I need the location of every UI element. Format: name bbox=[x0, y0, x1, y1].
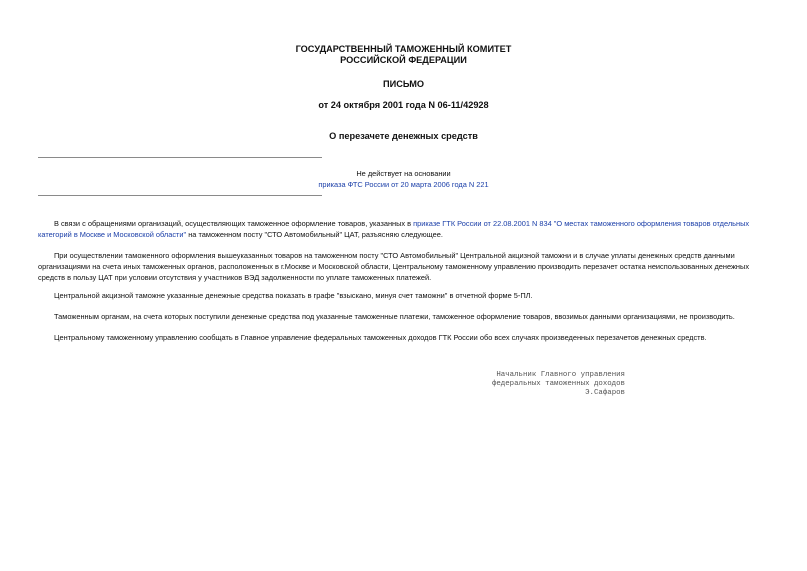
paragraph-1 bbox=[38, 218, 772, 240]
divider-top bbox=[38, 157, 322, 158]
signature-line-1: Начальник Главного управления bbox=[496, 371, 625, 379]
document-subject: О перезачете денежных средств bbox=[329, 131, 478, 141]
paragraph-2: При осуществлении таможенного оформления вышеуказанных товаров на таможенном посту "СТО Автомобильный" Центральной акцизной таможни и в случае уплаты денежных средств данными организациями на счета иных таможенных органов, расположенных в г.Москве и Московской области, Центральному таможенному управлению производить перезачет остатка неиспользованных денежных средств в пользу ЦАТ при условии отсутствия у участников ВЭД задолженности по уплате таможенных платежей. bbox=[38, 251, 750, 282]
paragraph-3: Центральной акцизной таможне указанные денежные средства показать в графе "взыскано, минуя счет таможни" в отчетной форме 5-ПЛ. bbox=[54, 291, 533, 300]
authority-line-2: РОССИЙСКОЙ ФЕДЕРАЦИИ bbox=[340, 55, 467, 65]
signature-block bbox=[420, 371, 625, 398]
issuing-authority bbox=[0, 44, 807, 66]
signature-name: Э.Сафаров bbox=[585, 389, 625, 397]
paragraph-1-text-start: В связи с обращениями организаций, осуществляющих таможенное оформление товаров, указанных в bbox=[54, 219, 414, 228]
paragraph-5: Центральному таможенному управлению сообщать в Главное управление федеральных таможенных доходов ГТК России обо всех случаях произведенных перезачетов денежных средств. bbox=[54, 333, 707, 342]
status-note bbox=[0, 168, 807, 190]
divider-bottom bbox=[38, 195, 322, 196]
document-date-number: от 24 октября 2001 года N 06-11/42928 bbox=[318, 100, 489, 110]
paragraph-4: Таможенным органам, на счета которых поступили денежные средства под указанные таможенные платежи, таможенное оформление товаров, ввозимых данными организациями, не производить. bbox=[54, 312, 735, 321]
signature-line-2: федеральных таможенных доходов bbox=[491, 380, 625, 388]
status-text: Не действует на основании bbox=[356, 169, 451, 178]
document-type: ПИСЬМО bbox=[382, 79, 425, 89]
authority-line-1: ГОСУДАРСТВЕННЫЙ ТАМОЖЕННЫЙ КОМИТЕТ bbox=[295, 44, 512, 54]
paragraph-1-text-end: на таможенном посту "СТО Автомобильный" ЦАТ, разъясняю следующее. bbox=[186, 230, 443, 239]
order-834-link[interactable]: приказе ГТК России от 22.08.2001 N 834 "О местах таможенного оформления товаров отдельных категорий в Москве и Московской области" bbox=[38, 219, 750, 239]
status-link[interactable]: приказа ФТС России от 20 марта 2006 года N 221 bbox=[318, 180, 489, 189]
